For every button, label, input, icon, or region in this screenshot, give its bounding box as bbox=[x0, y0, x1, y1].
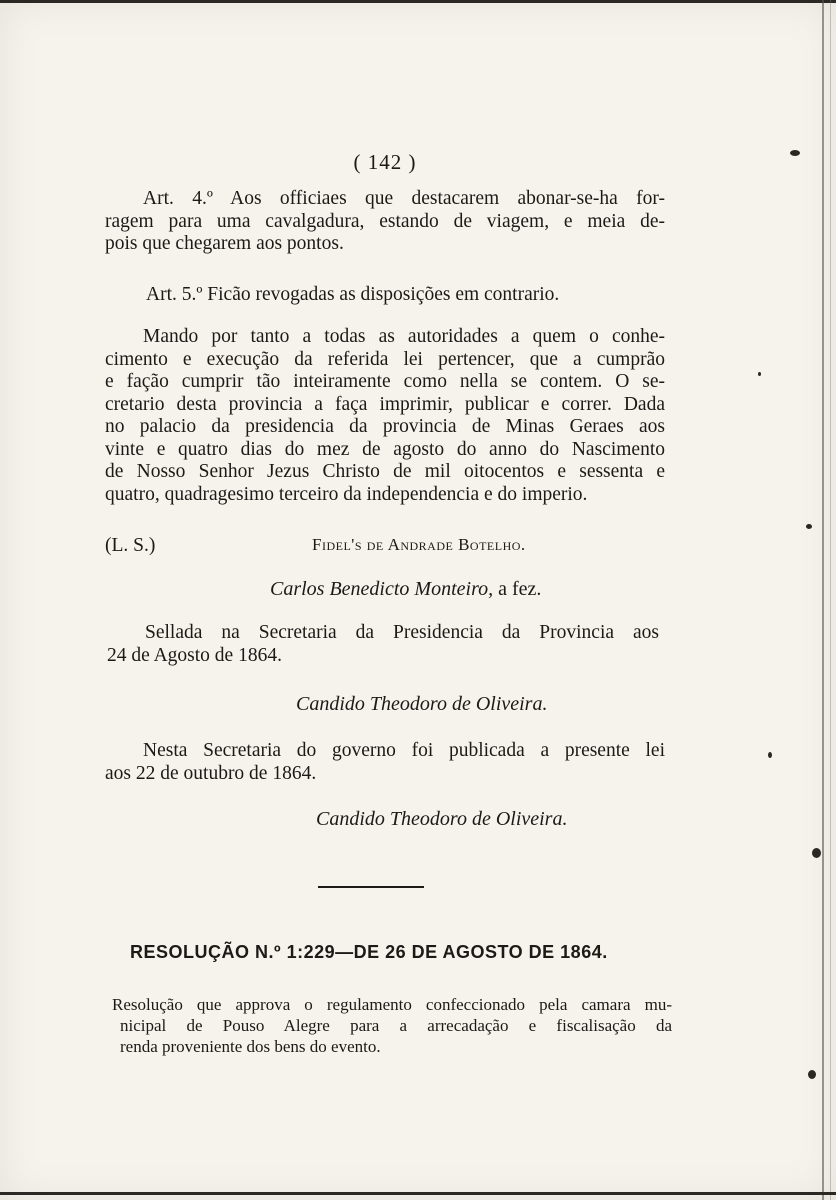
section-divider bbox=[318, 886, 424, 888]
mando-line: vinte e quatro dias do mez de agosto do anno do Nascimento bbox=[105, 438, 665, 460]
page-bottom-edge bbox=[0, 1192, 836, 1195]
ink-speck bbox=[790, 150, 800, 156]
nesta-line: aos 22 de outubro de 1864. bbox=[105, 762, 317, 784]
page-top-edge bbox=[0, 0, 836, 3]
nesta-paragraph bbox=[105, 740, 665, 785]
article-4-line: pois que chegarem aos pontos. bbox=[105, 233, 344, 254]
clerk-suffix: a fez. bbox=[498, 578, 542, 600]
seal-mark: (L. S.) bbox=[105, 535, 156, 556]
mando-line: cretario desta provincia a faça imprimir, publicar e correr. Dada bbox=[105, 393, 665, 415]
resolution-heading: RESOLUÇÃO N.º 1:229—DE 26 DE AGOSTO DE 1864. bbox=[130, 942, 608, 962]
ink-speck bbox=[808, 1070, 816, 1079]
mando-line: cimento e execução da referida lei pertencer, que a cumprão bbox=[105, 348, 665, 370]
ink-speck bbox=[812, 848, 821, 858]
mando-paragraph bbox=[105, 326, 665, 506]
clerk-line bbox=[270, 578, 541, 601]
ink-speck bbox=[768, 752, 772, 758]
mando-line: e fação cumprir tão inteiramente como nella se contem. O se- bbox=[105, 371, 665, 392]
mando-line: no palacio da presidencia da provincia de Minas Geraes aos bbox=[105, 416, 665, 437]
ink-speck bbox=[806, 524, 812, 529]
sellada-line: Sellada na Secretaria da Presidencia da Provincia aos bbox=[145, 622, 659, 643]
article-4 bbox=[105, 188, 665, 256]
mando-line: Mando por tanto a todas as autoridades a quem o conhe- bbox=[143, 326, 665, 347]
summary-line: renda proveniente dos bens do evento. bbox=[120, 1037, 381, 1056]
summary-line: nicipal de Pouso Alegre para a arrecadação e fiscalisação da bbox=[120, 1016, 672, 1035]
article-5: Art. 5.º Ficão revogadas as disposições em contrario. bbox=[146, 284, 560, 305]
sellada-line: 24 de Agosto de 1864. bbox=[107, 644, 282, 666]
ink-speck bbox=[758, 372, 761, 376]
sellada-paragraph bbox=[107, 622, 659, 667]
signature-oliveira-1: Candido Theodoro de Oliveira. bbox=[296, 693, 548, 715]
page-right-edge bbox=[822, 0, 824, 1200]
nesta-line: Nesta Secretaria do governo foi publicada a presente lei bbox=[143, 740, 665, 761]
clerk-name: Carlos Benedicto Monteiro, bbox=[270, 578, 494, 600]
mando-line: quatro, quadragesimo terceiro da independencia e do imperio. bbox=[105, 483, 588, 505]
article-4-line: ragem para uma cavalgadura, estando de viagem, e meia de- bbox=[105, 210, 665, 232]
page-number: ( 142 ) bbox=[353, 150, 417, 174]
signatory-name: Fidel's de Andrade Botelho. bbox=[312, 535, 526, 554]
signature-oliveira-2: Candido Theodoro de Oliveira. bbox=[316, 808, 568, 830]
resolution-summary bbox=[112, 994, 672, 1057]
article-4-line: Art. 4.º Aos officiaes que destacarem abonar-se-ha for- bbox=[143, 188, 665, 209]
page-right-edge-shadow bbox=[830, 0, 831, 1200]
summary-line: Resolução que approva o regulamento confeccionado pela camara mu- bbox=[112, 995, 672, 1014]
mando-line: de Nosso Senhor Jezus Christo de mil oitocentos e sessenta e bbox=[105, 461, 665, 482]
